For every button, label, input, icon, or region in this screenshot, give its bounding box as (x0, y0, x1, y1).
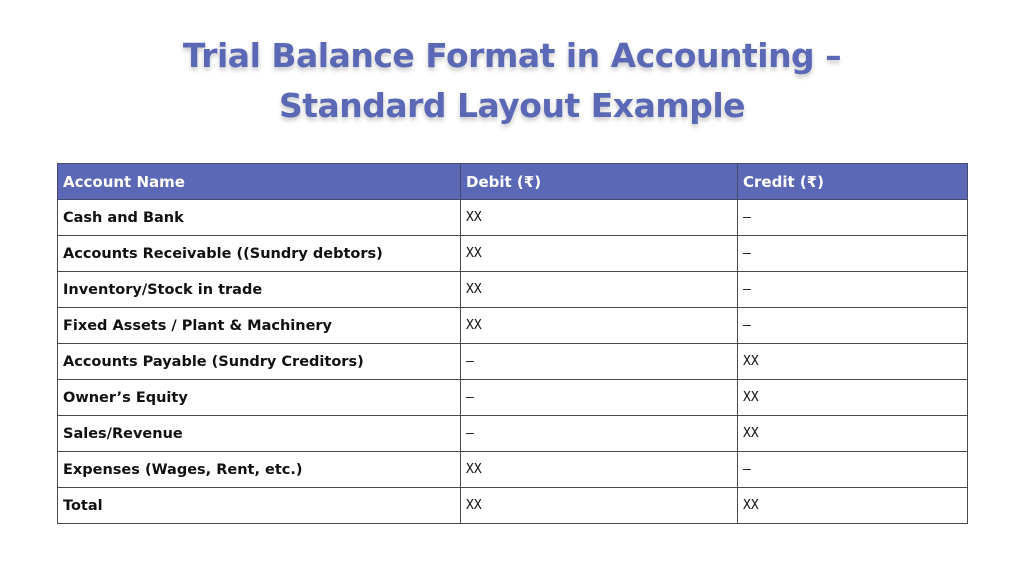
debit-cell: XX (461, 272, 738, 308)
debit-cell: XX (461, 200, 738, 236)
account-name-cell: Sales/Revenue (58, 416, 461, 452)
debit-cell: XX (461, 452, 738, 488)
account-name-cell: Fixed Assets / Plant & Machinery (58, 308, 461, 344)
table-row (58, 308, 968, 344)
table-row (58, 344, 968, 380)
credit-cell: — (738, 272, 968, 308)
table-row (58, 236, 968, 272)
debit-cell: — (461, 416, 738, 452)
account-name-cell: Cash and Bank (58, 200, 461, 236)
debit-cell: XX (461, 236, 738, 272)
account-name-cell: Expenses (Wages, Rent, etc.) (58, 452, 461, 488)
page-title (0, 31, 1024, 131)
credit-cell: — (738, 308, 968, 344)
account-name-cell: Inventory/Stock in trade (58, 272, 461, 308)
total-credit-cell: XX (738, 488, 968, 524)
account-name-cell: Accounts Payable (Sundry Creditors) (58, 344, 461, 380)
table-row (58, 452, 968, 488)
table-row (58, 416, 968, 452)
title-line-2: Standard Layout Example (278, 86, 746, 125)
credit-cell: — (738, 236, 968, 272)
credit-cell: — (738, 200, 968, 236)
header-account-name: Account Name (58, 164, 461, 200)
credit-cell: XX (738, 344, 968, 380)
total-label-cell: Total (58, 488, 461, 524)
title-line-1: Trial Balance Format in Accounting – (182, 36, 842, 75)
table-row (58, 200, 968, 236)
table-row (58, 272, 968, 308)
trial-balance-table (57, 163, 968, 524)
header-credit: Credit (₹) (738, 164, 968, 200)
debit-cell: — (461, 344, 738, 380)
credit-cell: XX (738, 380, 968, 416)
table-total-row (58, 488, 968, 524)
header-debit: Debit (₹) (461, 164, 738, 200)
account-name-cell: Accounts Receivable ((Sundry debtors) (58, 236, 461, 272)
credit-cell: — (738, 452, 968, 488)
table-row (58, 380, 968, 416)
credit-cell: XX (738, 416, 968, 452)
table-header-row (58, 164, 968, 200)
debit-cell: XX (461, 308, 738, 344)
total-debit-cell: XX (461, 488, 738, 524)
debit-cell: — (461, 380, 738, 416)
account-name-cell: Owner’s Equity (58, 380, 461, 416)
